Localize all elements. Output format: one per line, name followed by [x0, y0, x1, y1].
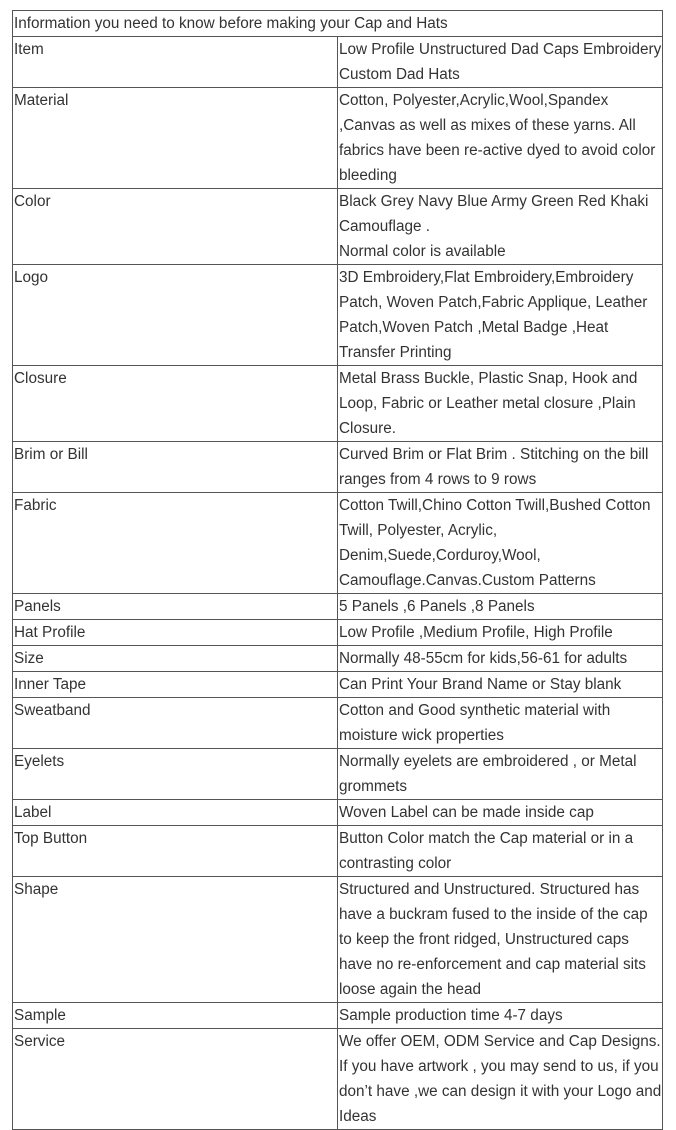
- row-value: Cotton Twill,Chino Cotton Twill,Bushed Cotton Twill, Polyester, Acrylic, Denim,Suede,Corduroy,Wool, Camouflage.Canvas.Custom Patterns: [338, 493, 663, 594]
- row-label: Size: [13, 646, 338, 672]
- row-label: Label: [13, 800, 338, 826]
- row-value: Sample production time 4-7 days: [338, 1003, 663, 1029]
- table-row-sweatband: [13, 698, 663, 749]
- table-row-inner-tape: [13, 672, 663, 698]
- row-label: Sample: [13, 1003, 338, 1029]
- cap-spec-table: [12, 10, 663, 1130]
- row-value: We offer OEM, ODM Service and Cap Designs. If you have artwork , you may send to us, if you don’t have ,we can design it with your Logo and Ideas: [338, 1029, 663, 1130]
- row-value: Structured and Unstructured. Structured has have a buckram fused to the inside of the cap to keep the front ridged, Unstructured caps have no re-enforcement and cap material sits loose again the head: [338, 877, 663, 1003]
- row-label: Color: [13, 189, 338, 265]
- row-label: Closure: [13, 366, 338, 442]
- row-label: Brim or Bill: [13, 442, 338, 493]
- row-value: Woven Label can be made inside cap: [338, 800, 663, 826]
- table-row-eyelets: [13, 749, 663, 800]
- table-row-material: [13, 88, 663, 189]
- row-value: Curved Brim or Flat Brim . Stitching on the bill ranges from 4 rows to 9 rows: [338, 442, 663, 493]
- row-value: Metal Brass Buckle, Plastic Snap, Hook and Loop, Fabric or Leather metal closure ,Plain Closure.: [338, 366, 663, 442]
- row-label: Material: [13, 88, 338, 189]
- table-row-label: [13, 800, 663, 826]
- table-row-closure: [13, 366, 663, 442]
- row-label: Eyelets: [13, 749, 338, 800]
- table-row-logo: [13, 265, 663, 366]
- row-label: Shape: [13, 877, 338, 1003]
- row-value: Normally eyelets are embroidered , or Metal grommets: [338, 749, 663, 800]
- table-row-sample: [13, 1003, 663, 1029]
- table-row-shape: [13, 877, 663, 1003]
- row-value: Button Color match the Cap material or in a contrasting color: [338, 826, 663, 877]
- row-label: Top Button: [13, 826, 338, 877]
- row-label: Fabric: [13, 493, 338, 594]
- row-label: Inner Tape: [13, 672, 338, 698]
- table-row-fabric: [13, 493, 663, 594]
- row-label: Item: [13, 37, 338, 88]
- row-value: Low Profile Unstructured Dad Caps Embroidery Custom Dad Hats: [338, 37, 663, 88]
- table-row-brim: [13, 442, 663, 493]
- table-row-top-button: [13, 826, 663, 877]
- table-row-color: [13, 189, 663, 265]
- row-value: 5 Panels ,6 Panels ,8 Panels: [338, 594, 663, 620]
- row-label: Hat Profile: [13, 620, 338, 646]
- row-value: Normally 48-55cm for kids,56-61 for adults: [338, 646, 663, 672]
- table-row-service: [13, 1029, 663, 1130]
- row-label: Panels: [13, 594, 338, 620]
- table-row-item: [13, 37, 663, 88]
- row-value: 3D Embroidery,Flat Embroidery,Embroidery Patch, Woven Patch,Fabric Applique, Leather Patch,Woven Patch ,Metal Badge ,Heat Transfer Printing: [338, 265, 663, 366]
- table-row-panels: [13, 594, 663, 620]
- row-label: Logo: [13, 265, 338, 366]
- table-title: Information you need to know before making your Cap and Hats: [13, 11, 663, 37]
- color-options: Black Grey Navy Blue Army Green Red Khaki Camouflage .: [339, 193, 649, 235]
- color-note: Normal color is available: [339, 243, 506, 260]
- table-title-row: [13, 11, 663, 37]
- row-value: Low Profile ,Medium Profile, High Profile: [338, 620, 663, 646]
- row-value: Cotton and Good synthetic material with moisture wick properties: [338, 698, 663, 749]
- row-value: Cotton, Polyester,Acrylic,Wool,Spandex ,Canvas as well as mixes of these yarns. All fabrics have been re-active dyed to avoid color bleeding: [338, 88, 663, 189]
- row-value: Can Print Your Brand Name or Stay blank: [338, 672, 663, 698]
- row-label: Service: [13, 1029, 338, 1130]
- table-row-hat-profile: [13, 620, 663, 646]
- row-value: [338, 189, 663, 265]
- table-row-size: [13, 646, 663, 672]
- row-label: Sweatband: [13, 698, 338, 749]
